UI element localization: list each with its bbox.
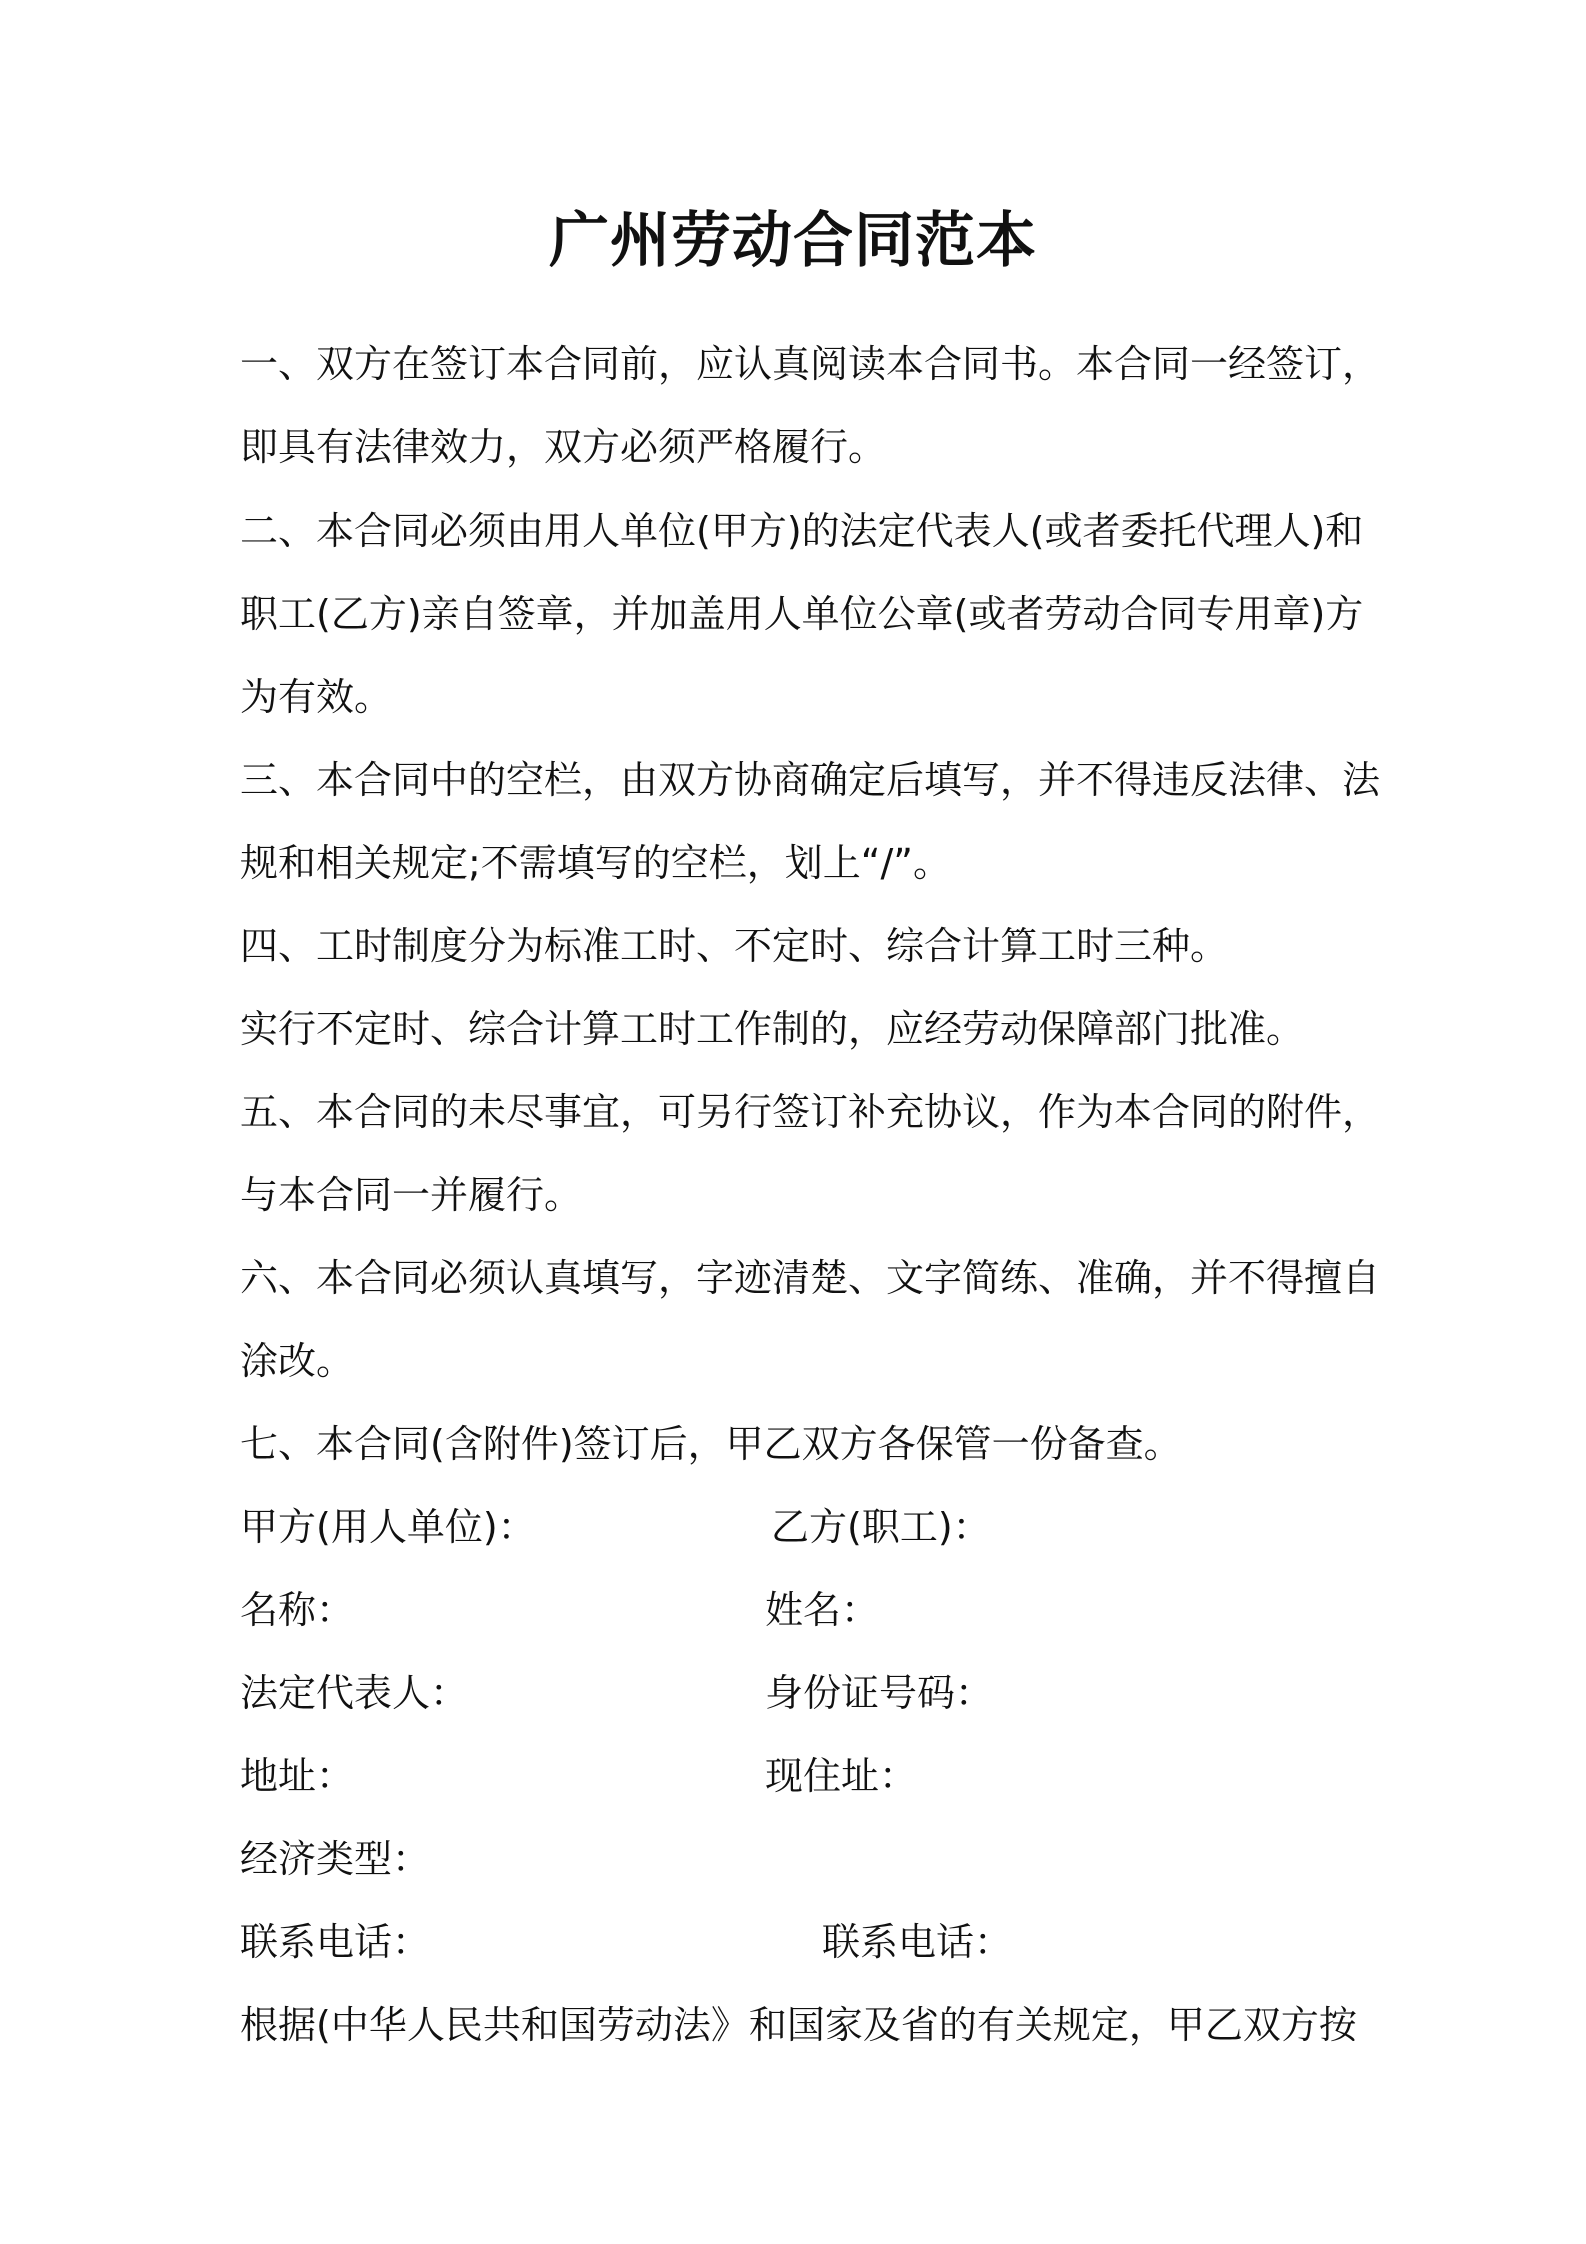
clause-6-line-2: 涂改。 [240, 1339, 355, 1383]
clause-3-line-2: 规和相关规定;不需填写的空栏，划上“/”。 [240, 841, 951, 885]
document-title: 广州劳动合同范本 [549, 206, 1037, 276]
clause-2-line-1: 二、本合同必须由用人单位(甲方)的法定代表人(或者委托代理人)和 [240, 509, 1364, 553]
clause-4-line-1: 四、工时制度分为标准工时、不定时、综合计算工时三种。 [240, 924, 1229, 968]
clause-6-line-1: 六、本合同必须认真填写，字迹清楚、文字简练、准确，并不得擅自 [240, 1256, 1381, 1300]
clause-2-line-2: 职工(乙方)亲自签章，并加盖用人单位公章(或者劳动合同专用章)方 [240, 592, 1364, 636]
clause-7-line-1: 七、本合同(含附件)签订后，甲乙双方各保管一份备查。 [240, 1422, 1182, 1466]
party-a-header: 甲方(用人单位)： [240, 1505, 536, 1549]
clause-3-line-1: 三、本合同中的空栏，由双方协商确定后填写，并不得违反法律、法 [240, 758, 1381, 802]
party-a-economic-type-label: 经济类型： [240, 1837, 431, 1881]
clause-1-line-1: 一、双方在签订本合同前，应认真阅读本合同书。本合同一经签订， [240, 342, 1381, 386]
party-a-address-label: 地址： [240, 1754, 355, 1798]
party-a-legal-rep-label: 法定代表人： [240, 1671, 469, 1715]
clause-4-line-2: 实行不定时、综合计算工时工作制的，应经劳动保障部门批准。 [240, 1007, 1305, 1051]
clause-5-line-1: 五、本合同的未尽事宜，可另行签订补充协议，作为本合同的附件， [240, 1090, 1381, 1134]
clause-5-line-2: 与本合同一并履行。 [240, 1173, 583, 1217]
party-b-header: 乙方(职工)： [771, 1505, 991, 1549]
party-a-name-label: 名称： [240, 1588, 355, 1632]
clause-1-line-2: 即具有法律效力，双方必须严格履行。 [240, 425, 887, 469]
party-b-phone-label: 联系电话： [822, 1920, 1013, 1964]
clause-2-line-3: 为有效。 [240, 675, 393, 719]
party-b-id-number-label: 身份证号码： [765, 1671, 994, 1715]
party-b-address-label: 现住址： [765, 1754, 918, 1798]
party-b-name-label: 姓名： [765, 1588, 880, 1632]
closing-line: 根据(中华人民共和国劳动法》和国家及省的有关规定，甲乙双方按 [240, 2003, 1357, 2047]
party-a-phone-label: 联系电话： [240, 1920, 431, 1964]
